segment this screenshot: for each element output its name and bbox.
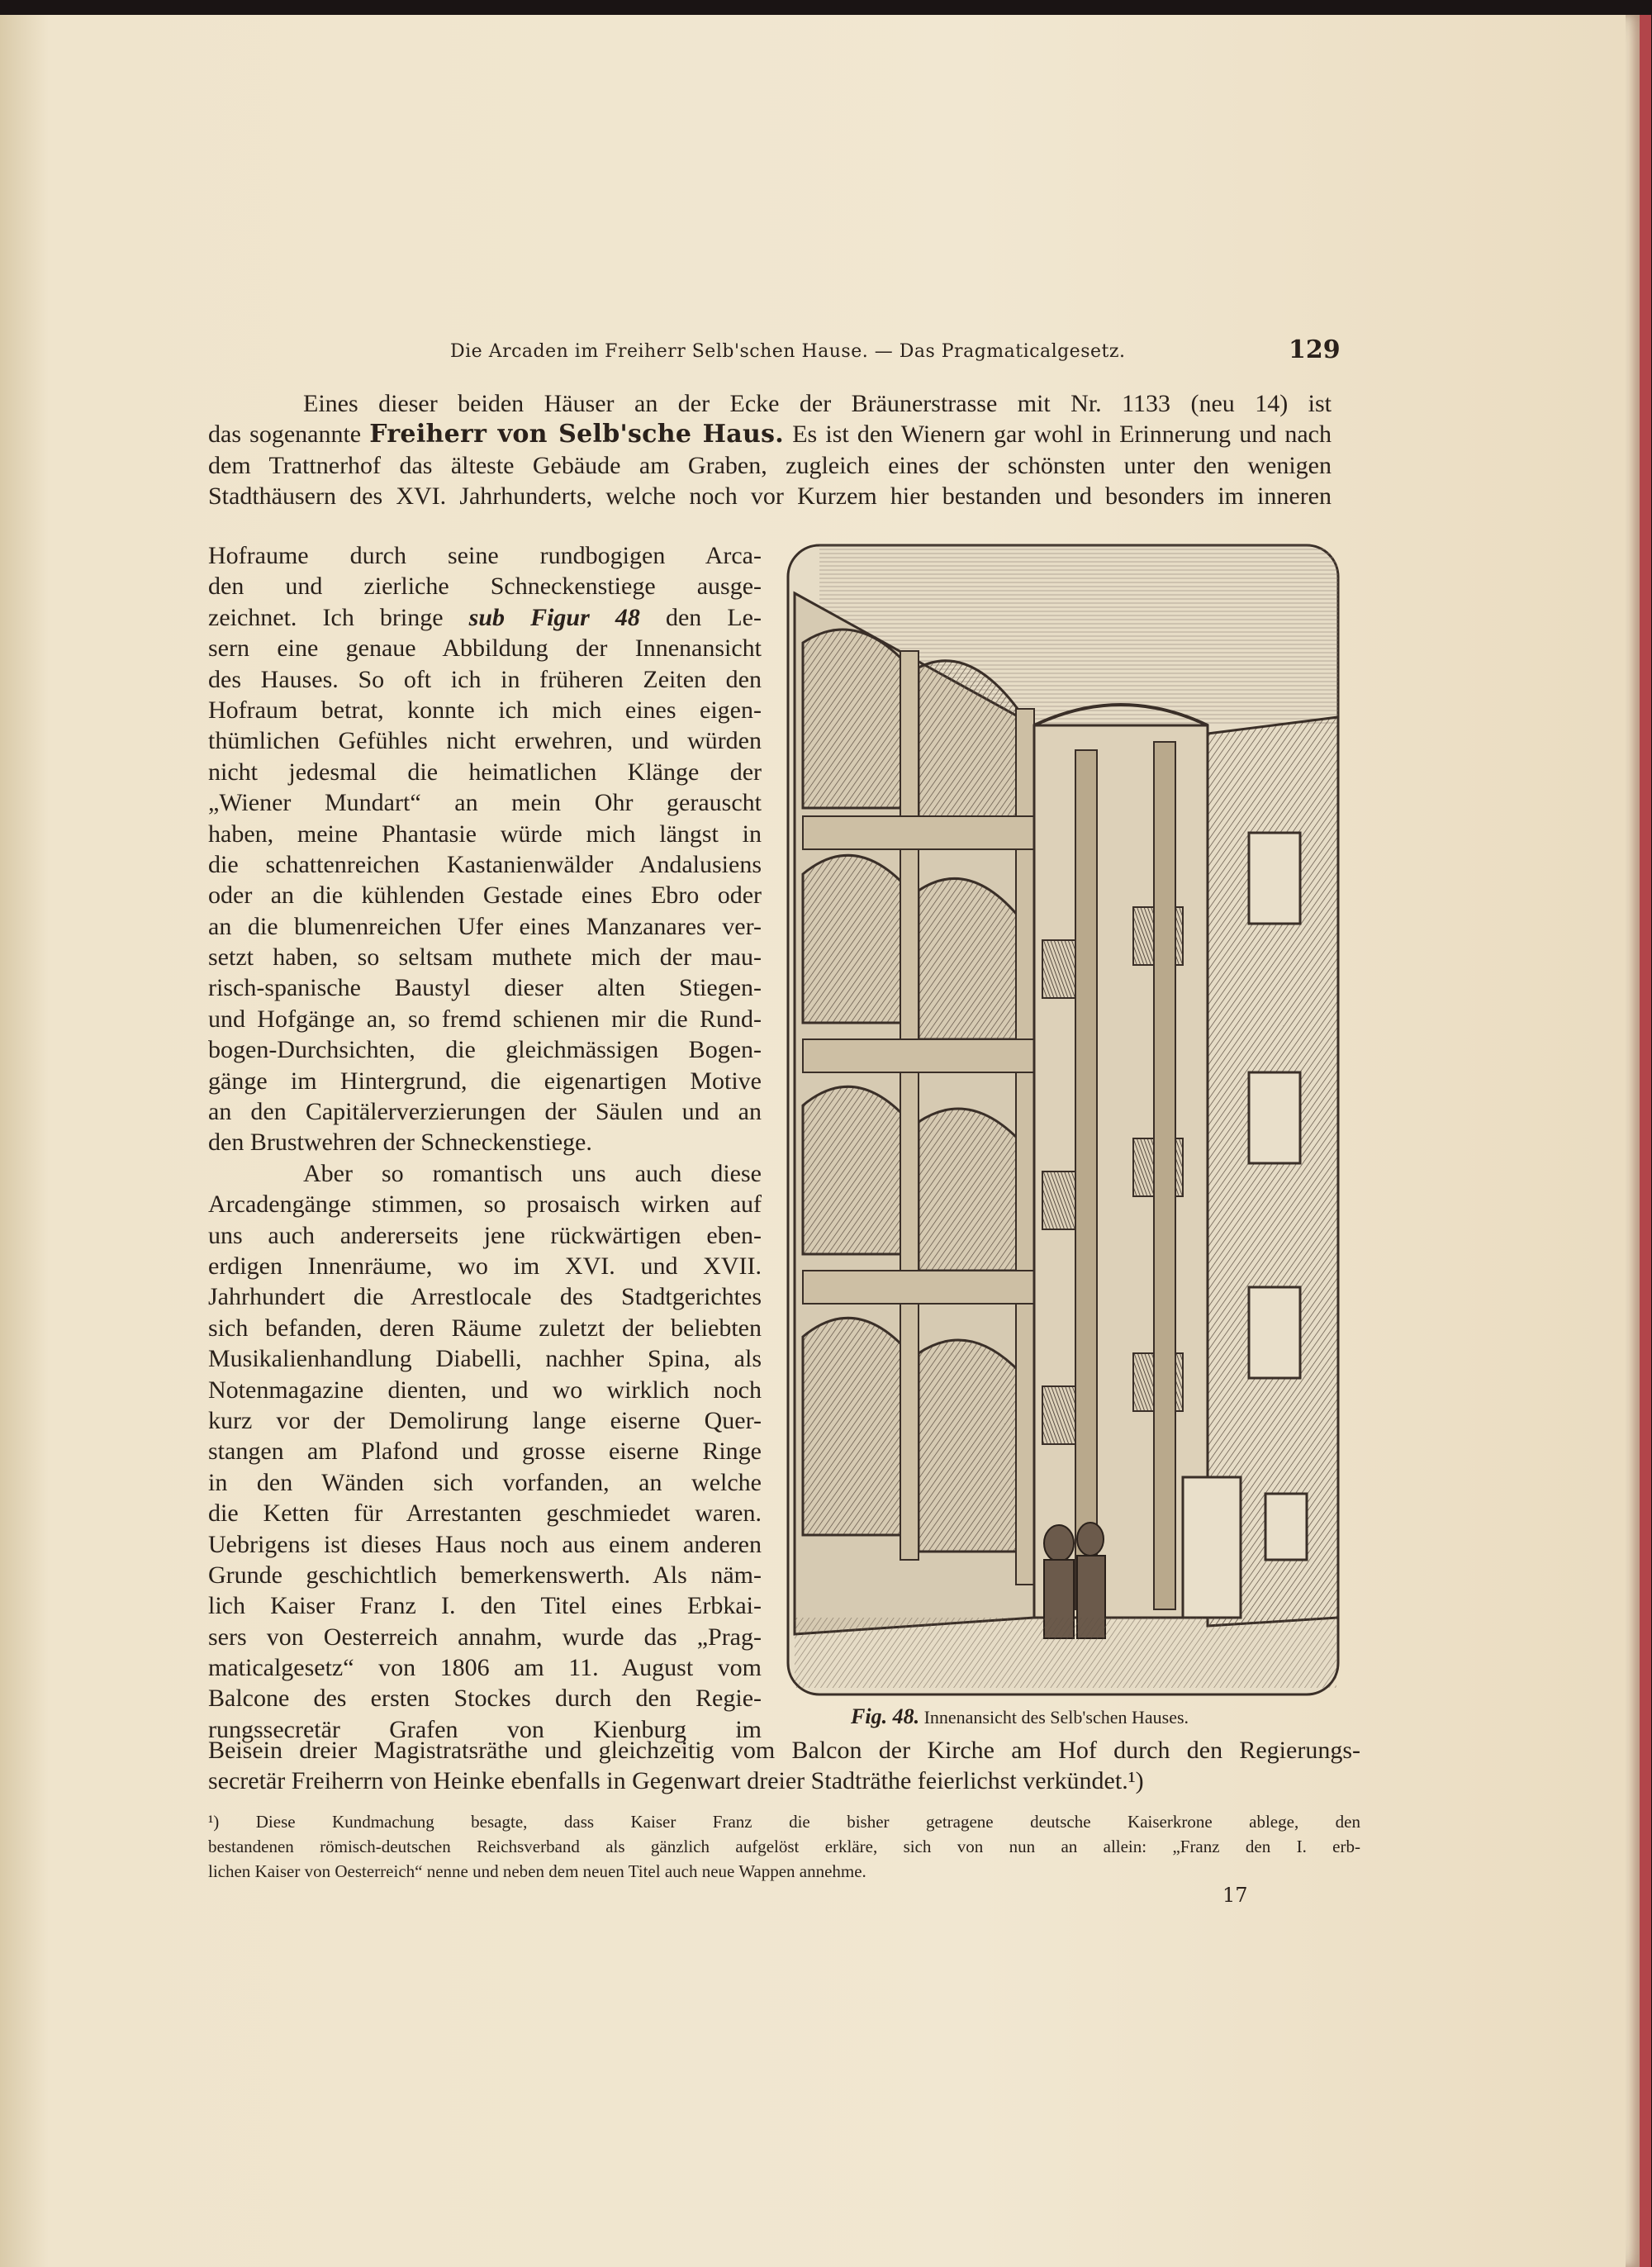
text-line: thümlichen Gefühles nicht erwehren, und würden: [208, 727, 762, 755]
text-line: und Hofgänge an, so fremd schienen mir die Rund-: [208, 1005, 762, 1033]
text-line: Uebrigens ist dieses Haus noch aus einem anderen: [208, 1530, 762, 1558]
figure-reference: sub Figur 48: [468, 603, 640, 631]
footnote: [208, 1809, 1360, 1884]
text-line: Grunde geschichtlich bemerkenswerth. Als näm-: [208, 1561, 762, 1589]
text-line: Notenmagazine dienten, und wo wirklich noch: [208, 1376, 762, 1404]
text-line: die schattenreichen Kastanienwälder Andalusiens: [208, 850, 762, 878]
text-line: secretär Freiherrn von Heinke ebenfalls in Gegenwart dreier Stadträthe feierlichst verkündet.¹): [208, 1767, 1144, 1795]
text-line: an den Capitälerverzierungen der Säulen und an: [208, 1098, 762, 1126]
text-line: den Brustwehren der Schneckenstiege.: [208, 1129, 592, 1157]
text-line: Jahrhundert die Arrestlocale des Stadtgerichtes: [208, 1283, 762, 1311]
text-line: das sogenannte Freiherr von Selb'sche Haus. Es ist den Wienern gar wohl in Erinnerung und nach: [208, 420, 1332, 449]
paragraph-closing: [208, 1735, 1360, 1797]
text-line: an die blumenreichen Ufer eines Manzanares ver-: [208, 912, 762, 940]
text-line: dem Trattnerhof das älteste Gebäude am Graben, zugleich eines der schönsten unter den wenigen: [208, 451, 1332, 479]
text-line: zeichnet. Ich bringe sub Figur 48 den Le-: [208, 603, 762, 631]
text-line: sern eine genaue Abbildung der Innenansicht: [208, 634, 762, 663]
text-line: risch-spanische Baustyl dieser alten Stiegen-: [208, 974, 762, 1002]
text-line: stangen am Plafond und grosse eiserne Ringe: [208, 1438, 762, 1466]
text-line: Stadthäusern des XVI. Jahrhunderts, welche noch vor Kurzem hier bestanden und besonders im inneren: [208, 482, 1332, 511]
text-line: Arcadengänge stimmen, so prosaisch wirken auf: [208, 1191, 762, 1219]
footnote-line: ¹) Diese Kundmachung besagte, dass Kaiser Franz die bisher getragene deutsche Kaiserkrone ablege, den: [208, 1812, 1360, 1832]
text-line: haben, meine Phantasie würde mich längst in: [208, 820, 762, 848]
figure-illustration: [786, 544, 1340, 1696]
text-line: kurz vor der Demolirung lange eiserne Quer-: [208, 1406, 762, 1434]
courtyard-engraving: [786, 544, 1340, 1696]
text-line: nicht jedesmal die heimatlichen Klänge der: [208, 758, 762, 786]
text-line: sich befanden, deren Räume zuletzt der beliebten: [208, 1314, 762, 1342]
page: [0, 15, 1626, 2267]
text-line: uns auch andererseits jene rückwärtigen eben-: [208, 1221, 762, 1249]
text-line: rungssecretär Grafen von Kienburg im: [208, 1715, 762, 1743]
footnote-line: bestandenen römisch-deutschen Reichsverband als gänzlich aufgelöst erkläre, sich von nun an allein: „Franz den I. erb-: [208, 1837, 1360, 1856]
text-line: maticalgesetz“ von 1806 am 11. August vom: [208, 1654, 762, 1682]
text-line: Hofraum betrat, konnte ich mich eines eigen-: [208, 696, 762, 724]
figure-caption: [851, 1704, 1189, 1729]
text-line: in den Wänden sich vorfanden, an welche: [208, 1468, 762, 1496]
text-line: „Wiener Mundart“ an mein Ohr gerauscht: [208, 789, 762, 817]
text-line: Beisein dreier Magistratsräthe und gleichzeitig vom Balcon der Kirche am Hof durch den Regierungs-: [208, 1737, 1360, 1764]
text-line: Aber so romantisch uns auch diese: [303, 1159, 762, 1187]
signature-mark: 17: [1222, 1884, 1248, 1907]
figure-label: Fig. 48.: [851, 1704, 920, 1728]
text-line: bogen-Durchsichten, die gleichmässigen Bogen-: [208, 1036, 762, 1064]
text-line: lich Kaiser Franz I. den Titel eines Erbkai-: [208, 1592, 762, 1620]
text-line: Musikalienhandlung Diabelli, nachher Spina, als: [208, 1345, 762, 1373]
text-line: Eines dieser beiden Häuser an der Ecke der Bräunerstrasse mit Nr. 1133 (neu 14) ist: [303, 390, 1332, 417]
text-line: erdigen Innenräume, wo im XVI. und XVII.: [208, 1252, 762, 1280]
text-line: sers von Oesterreich annahm, wurde das „Prag-: [208, 1623, 762, 1651]
footnote-rule: [208, 1806, 1360, 1807]
text-line: den und zierliche Schneckenstiege ausge-: [208, 573, 762, 601]
text-line: gänge im Hintergrund, die eigenartigen Motive: [208, 1067, 762, 1095]
text-line: Hofraume durch seine rundbogigen Arca-: [208, 542, 762, 569]
text-line: setzt haben, so seltsam muthete mich der mau-: [208, 943, 762, 972]
text-line: die Ketten für Arrestanten geschmiedet waren.: [208, 1499, 762, 1528]
house-name: Freiherr von Selb'sche Haus.: [369, 420, 785, 449]
left-column-text: [208, 540, 762, 1745]
text-line: des Hauses. So oft ich in früheren Zeiten den: [208, 665, 762, 693]
footnote-line: lichen Kaiser von Oesterreich“ nenne und neben dem neuen Titel auch neue Wappen annehme.: [208, 1861, 866, 1881]
page-number: 129: [1289, 335, 1341, 364]
paragraph-intro: [208, 388, 1332, 512]
figure-caption-text: Innenansicht des Selb'schen Hauses.: [923, 1707, 1189, 1728]
text-line: Balcone des ersten Stockes durch den Regie-: [208, 1685, 762, 1713]
running-header: Die Arcaden im Freiherr Selb'schen Hause. — Das Pragmaticalgesetz.: [450, 341, 1126, 362]
text-line: oder an die kühlenden Gestade eines Ebro oder: [208, 882, 762, 910]
